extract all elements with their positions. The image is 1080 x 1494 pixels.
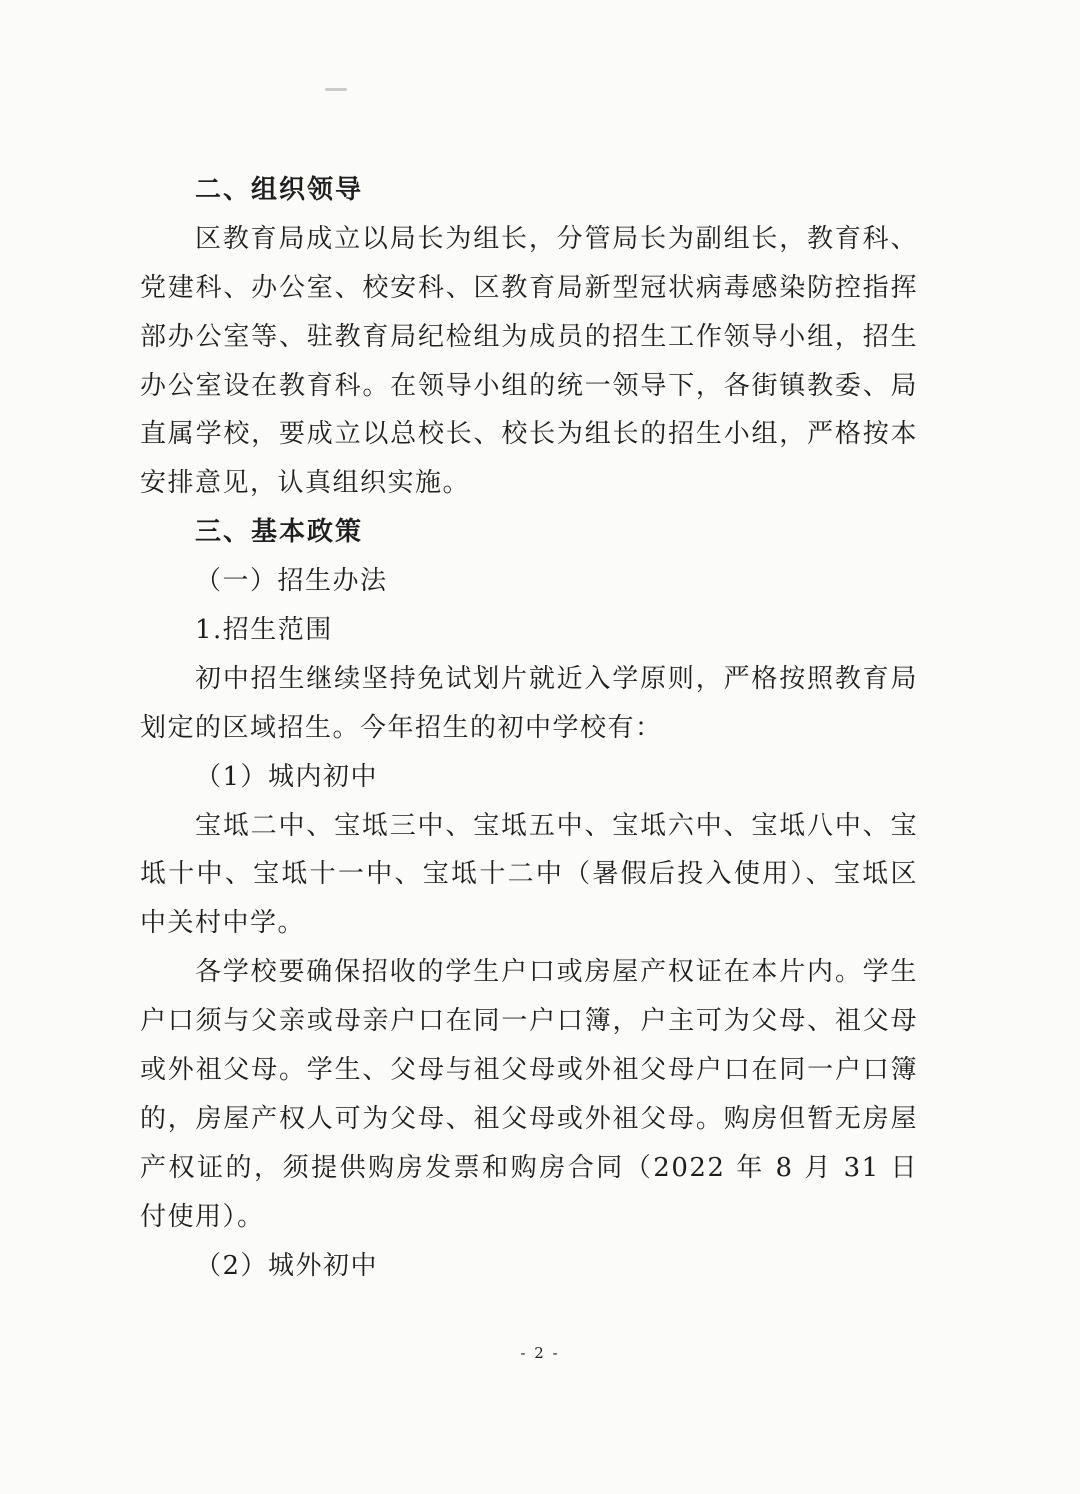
item-heading: （2）城外初中	[195, 1250, 379, 1281]
document-body	[140, 166, 918, 1290]
text-line: 中关村中学。	[140, 908, 306, 939]
text-line: 宝坻二中、宝坻三中、宝坻五中、宝坻六中、宝坻八中、宝	[195, 810, 918, 841]
text-line: 区教育局成立以局长为组长，分管局长为副组长，教育科、	[195, 223, 918, 254]
text-line: 产权证的，须提供购房发票和购房合同（2022 年 8 月 31 日	[140, 1152, 918, 1183]
text-line: 直属学校，要成立以总校长、校长为组长的招生小组，严格按本	[140, 419, 918, 450]
text-line: 部办公室等、驻教育局纪检组为成员的招生工作领导小组，招生	[140, 321, 918, 352]
item-heading: （1）城内初中	[195, 761, 379, 792]
text-line: 户口须与父亲或母亲户口在同一户口簿，户主可为父母、祖父母	[140, 1006, 918, 1037]
text-line: 的，房屋产权人可为父母、祖父母或外祖父母。购房但暂无房屋	[140, 1103, 918, 1134]
text-line: 办公室设在教育科。在领导小组的统一领导下，各街镇教委、局	[140, 370, 918, 401]
text-line: 初中招生继续坚持免试划片就近入学原则，严格按照教育局	[195, 663, 918, 694]
section-heading-organization: 二、组织领导	[195, 175, 364, 205]
page-number: - 2 -	[520, 1344, 560, 1362]
text-line: 或外祖父母。学生、父母与祖父母或外祖父母户口在同一户口簿	[140, 1055, 918, 1086]
text-line: 安排意见，认真组织实施。	[140, 468, 471, 499]
text-line: 各学校要确保招收的学生户口或房屋产权证在本片内。学生	[195, 957, 918, 988]
subsection-heading: （一）招生办法	[195, 566, 388, 597]
text-line: 坻十中、宝坻十一中、宝坻十二中（暑假后投入使用）、宝坻区	[140, 859, 918, 890]
text-line: 党建科、办公室、校安科、区教育局新型冠状病毒感染防控指挥	[140, 272, 918, 303]
item-heading: 1.招生范围	[195, 615, 333, 646]
section-heading-basic-policy: 三、基本政策	[195, 517, 364, 548]
text-line: 划定的区域招生。今年招生的初中学校有：	[140, 712, 663, 743]
scan-speck	[325, 88, 347, 91]
text-line: 付使用）。	[140, 1201, 265, 1232]
